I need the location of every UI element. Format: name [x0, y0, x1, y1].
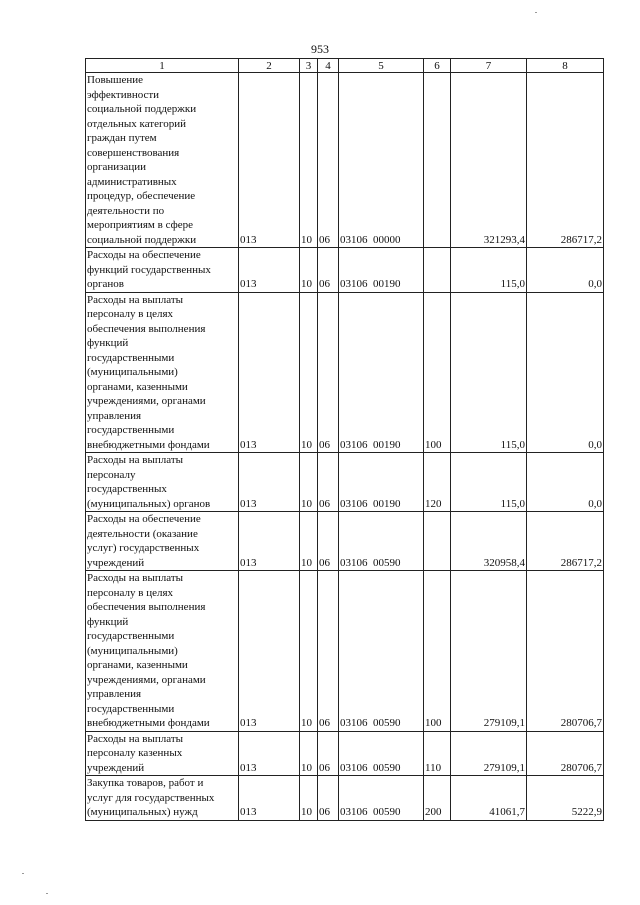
expense-type-cell: 200	[424, 776, 451, 821]
description-line: государственными	[87, 351, 175, 364]
subsection-code-cell: 06	[318, 731, 339, 776]
header-cell-4: 4	[318, 59, 339, 73]
description-line: процедур, обеспечение	[87, 190, 196, 202]
target-article-cell: 03106 00590	[339, 731, 424, 776]
section-code-cell: 10	[300, 73, 318, 248]
ministry-code-cell: 013	[239, 248, 300, 293]
header-cell-6: 6	[424, 59, 451, 73]
budget-table	[85, 58, 604, 821]
amount-year2-cell: 280706,7	[527, 731, 604, 776]
description-line: услуг для государственных	[87, 791, 215, 804]
row-description	[86, 512, 239, 571]
target-article-cell: 03106 00190	[339, 453, 424, 512]
description-line: персоналу в целях	[87, 586, 174, 599]
description-line: Расходы на обеспечение	[87, 249, 201, 261]
description-line: государственных	[87, 483, 167, 495]
description-line: услуг) государственных	[87, 542, 200, 554]
table-row	[86, 776, 604, 821]
table-row	[86, 292, 604, 453]
header-cell-7: 7	[451, 59, 527, 73]
description-line: совершенствования	[87, 146, 180, 159]
description-line: внебюджетными фондами	[87, 438, 210, 451]
description-line: Закупка товаров, работ и	[87, 777, 204, 789]
header-cell-8: 8	[527, 59, 604, 73]
description-line: учреждениями, органами	[87, 673, 206, 686]
description-line: отдельных категорий	[87, 117, 187, 130]
amount-year1-cell: 321293,4	[451, 73, 527, 248]
amount-year2-cell: 286717,2	[527, 73, 604, 248]
amount-year1-cell: 115,0	[451, 292, 527, 453]
header-cell-5: 5	[339, 59, 424, 73]
description-line: функций	[87, 337, 129, 349]
amount-year2-cell: 286717,2	[527, 512, 604, 571]
description-line: (муниципальными)	[87, 366, 178, 378]
table-row	[86, 453, 604, 512]
row-description	[86, 776, 239, 821]
description-line: органами, казенными	[87, 380, 188, 393]
description-line: социальной поддержки	[87, 233, 197, 246]
table-row	[86, 731, 604, 776]
description-line: персоналу в целях	[87, 308, 174, 320]
description-line: функций государственных	[87, 263, 211, 276]
target-article-cell: 03106 00000	[339, 73, 424, 248]
row-description	[86, 731, 239, 776]
expense-type-cell	[424, 248, 451, 293]
ministry-code-cell: 013	[239, 512, 300, 571]
description-line: учреждений	[87, 556, 145, 569]
description-line: Расходы на выплаты	[87, 454, 184, 466]
subsection-code-cell: 06	[318, 73, 339, 248]
header-cell-1: 1	[86, 59, 239, 73]
row-description	[86, 248, 239, 293]
section-code-cell: 10	[300, 571, 318, 732]
ministry-code-cell: 013	[239, 453, 300, 512]
amount-year2-cell: 0,0	[527, 248, 604, 293]
scan-speck	[22, 873, 24, 874]
amount-year2-cell: 0,0	[527, 453, 604, 512]
row-description	[86, 571, 239, 732]
row-description	[86, 453, 239, 512]
table-row	[86, 248, 604, 293]
table-row	[86, 73, 604, 248]
ministry-code-cell: 013	[239, 776, 300, 821]
description-line: управления	[87, 688, 142, 700]
amount-year1-cell: 279109,1	[451, 571, 527, 732]
description-line: государственными	[87, 424, 175, 436]
ministry-code-cell: 013	[239, 571, 300, 732]
section-code-cell: 10	[300, 453, 318, 512]
description-line: обеспечения выполнения	[87, 322, 206, 335]
header-row	[86, 59, 604, 73]
description-line: управления	[87, 409, 142, 422]
header-cell-2: 2	[239, 59, 300, 73]
section-code-cell: 10	[300, 248, 318, 293]
target-article-cell: 03106 00590	[339, 776, 424, 821]
amount-year1-cell: 41061,7	[451, 776, 527, 821]
subsection-code-cell: 06	[318, 292, 339, 453]
description-line: функций	[87, 615, 129, 628]
amount-year1-cell: 320958,4	[451, 512, 527, 571]
description-line: внебюджетными фондами	[87, 717, 210, 729]
ministry-code-cell: 013	[239, 73, 300, 248]
description-line: органами, казенными	[87, 659, 188, 671]
amount-year1-cell: 115,0	[451, 248, 527, 293]
description-line: персоналу	[87, 468, 136, 481]
subsection-code-cell: 06	[318, 571, 339, 732]
expense-type-cell: 100	[424, 292, 451, 453]
description-line: (муниципальных) нужд	[87, 806, 198, 818]
table-row	[86, 571, 604, 732]
expense-type-cell	[424, 512, 451, 571]
table-row	[86, 512, 604, 571]
amount-year2-cell: 0,0	[527, 292, 604, 453]
amount-year1-cell: 115,0	[451, 453, 527, 512]
target-article-cell: 03106 00590	[339, 512, 424, 571]
expense-type-cell: 100	[424, 571, 451, 732]
expense-type-cell: 110	[424, 731, 451, 776]
expense-type-cell: 120	[424, 453, 451, 512]
ministry-code-cell: 013	[239, 731, 300, 776]
target-article-cell: 03106 00590	[339, 571, 424, 732]
section-code-cell: 10	[300, 776, 318, 821]
description-line: государственными	[87, 630, 175, 642]
description-line: учреждениями, органами	[87, 395, 206, 407]
description-line: государственными	[87, 702, 175, 715]
description-line: эффективности	[87, 88, 160, 101]
target-article-cell: 03106 00190	[339, 248, 424, 293]
description-line: (муниципальных) органов	[87, 497, 211, 510]
subsection-code-cell: 06	[318, 248, 339, 293]
subsection-code-cell: 06	[318, 453, 339, 512]
row-description	[86, 292, 239, 453]
description-line: персоналу казенных	[87, 747, 183, 759]
description-line: органов	[87, 278, 124, 290]
description-line: Расходы на обеспечение	[87, 513, 201, 525]
section-code-cell: 10	[300, 731, 318, 776]
row-description	[86, 73, 239, 248]
description-line: граждан путем	[87, 132, 157, 144]
header-cell-3: 3	[300, 59, 318, 73]
subsection-code-cell: 06	[318, 512, 339, 571]
description-line: организации	[87, 161, 147, 173]
section-code-cell: 10	[300, 292, 318, 453]
amount-year1-cell: 279109,1	[451, 731, 527, 776]
description-line: обеспечения выполнения	[87, 601, 206, 613]
scan-speck	[535, 12, 537, 13]
description-line: учреждений	[87, 761, 145, 774]
amount-year2-cell: 280706,7	[527, 571, 604, 732]
amount-year2-cell: 5222,9	[527, 776, 604, 821]
description-line: Повышение	[87, 74, 144, 86]
section-code-cell: 10	[300, 512, 318, 571]
page-number: 953	[311, 42, 329, 56]
scan-speck	[46, 893, 48, 894]
description-line: административных	[87, 175, 177, 188]
description-line: социальной поддержки	[87, 103, 197, 115]
expense-type-cell	[424, 73, 451, 248]
description-line: Расходы на выплаты	[87, 293, 184, 306]
description-line: мероприятиям в сфере	[87, 219, 193, 231]
description-line: (муниципальными)	[87, 644, 178, 657]
description-line: деятельности по	[87, 204, 165, 217]
description-line: Расходы на выплаты	[87, 572, 184, 584]
subsection-code-cell: 06	[318, 776, 339, 821]
ministry-code-cell: 013	[239, 292, 300, 453]
description-line: деятельности (оказание	[87, 527, 198, 540]
target-article-cell: 03106 00190	[339, 292, 424, 453]
description-line: Расходы на выплаты	[87, 732, 184, 745]
